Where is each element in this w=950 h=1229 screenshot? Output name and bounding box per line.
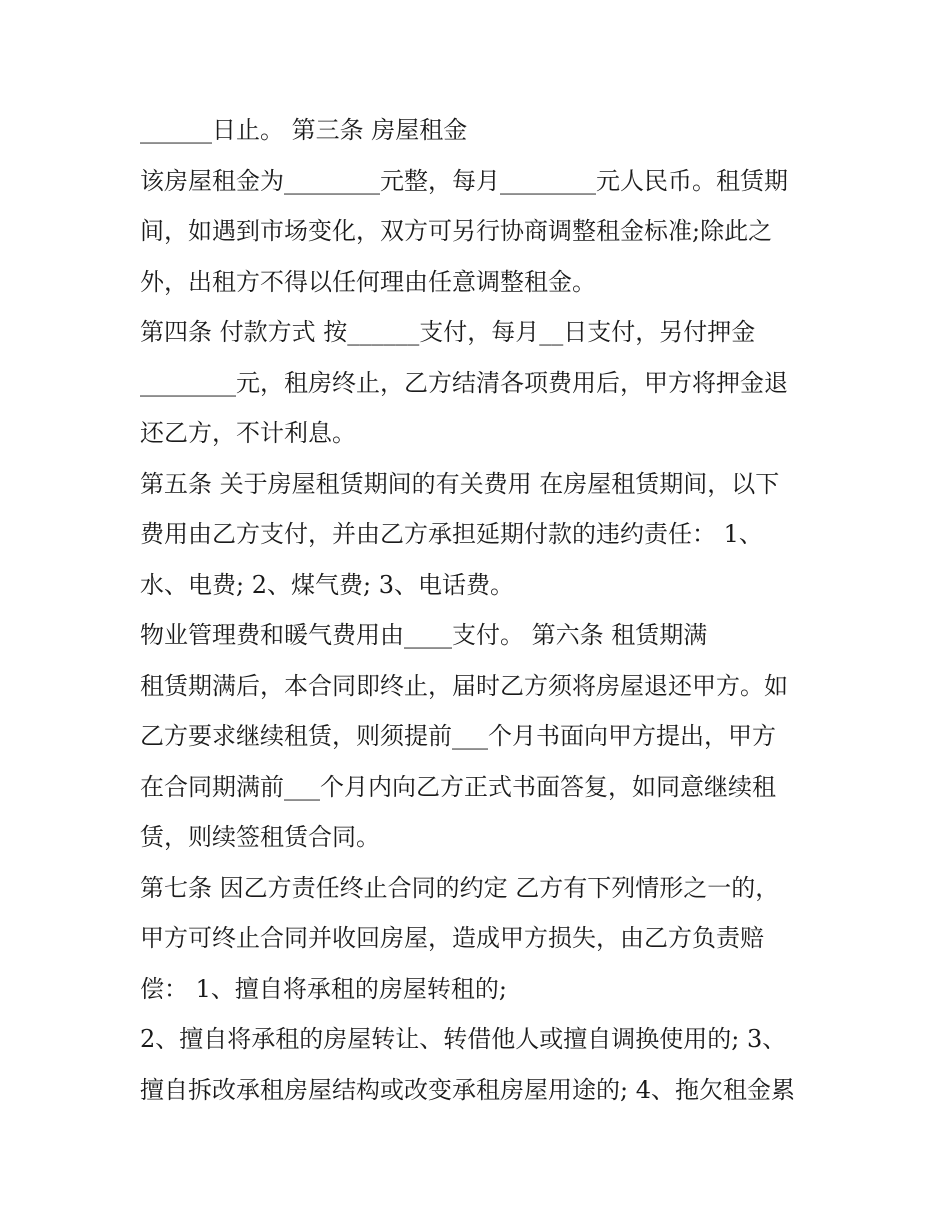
text-line: 该房屋租金为________元整，每月________元人民币。租赁期 (140, 167, 788, 195)
text-line: 外，出租方不得以任何理由任意调整租金。 (140, 268, 596, 296)
text-line: 偿： 1、擅自将承租的房屋转租的; (140, 975, 507, 1003)
text-line: 还乙方，不计利息。 (140, 419, 356, 447)
text-line: 间，如遇到市场变化，双方可另行协商调整租金标准;除此之 (140, 217, 773, 245)
text-line: 费用由乙方支付，并由乙方承担延期付款的违约责任： 1、 (140, 520, 763, 548)
text-line: 赁，则续签租赁合同。 (140, 823, 380, 851)
text-line: 第四条 付款方式 按______支付，每月__日支付，另付押金 (140, 318, 756, 346)
text-line: 2、擅自将承租的房屋转让、转借他人或擅自调换使用的; 3、 (140, 1025, 787, 1053)
text-line: 租赁期满后，本合同即终止，届时乙方须将房屋退还甲方。如 (140, 672, 788, 700)
text-line: 第七条 因乙方责任终止合同的约定 乙方有下列情形之一的， (140, 874, 780, 902)
text-line: ______日止。 第三条 房屋租金 (140, 116, 468, 144)
text-line: 甲方可终止合同并收回房屋，造成甲方损失，由乙方负责赔 (140, 924, 764, 952)
text-line: 物业管理费和暖气费用由____支付。 第六条 租赁期满 (140, 621, 708, 649)
text-line: 水、电费; 2、煤气费; 3、电话费。 (140, 571, 514, 599)
text-line: 在合同期满前___个月内向乙方正式书面答复，如同意继续租 (140, 773, 776, 801)
text-line: 乙方要求继续租赁，则须提前___个月书面向甲方提出，甲方 (140, 722, 776, 750)
text-line: 第五条 关于房屋租赁期间的有关费用 在房屋租赁期间，以下 (140, 470, 780, 498)
text-line: ________元，租房终止，乙方结清各项费用后，甲方将押金退 (140, 369, 788, 397)
text-line: 擅自拆改承租房屋结构或改变承租房屋用途的; 4、拖欠租金累 (140, 1076, 795, 1104)
